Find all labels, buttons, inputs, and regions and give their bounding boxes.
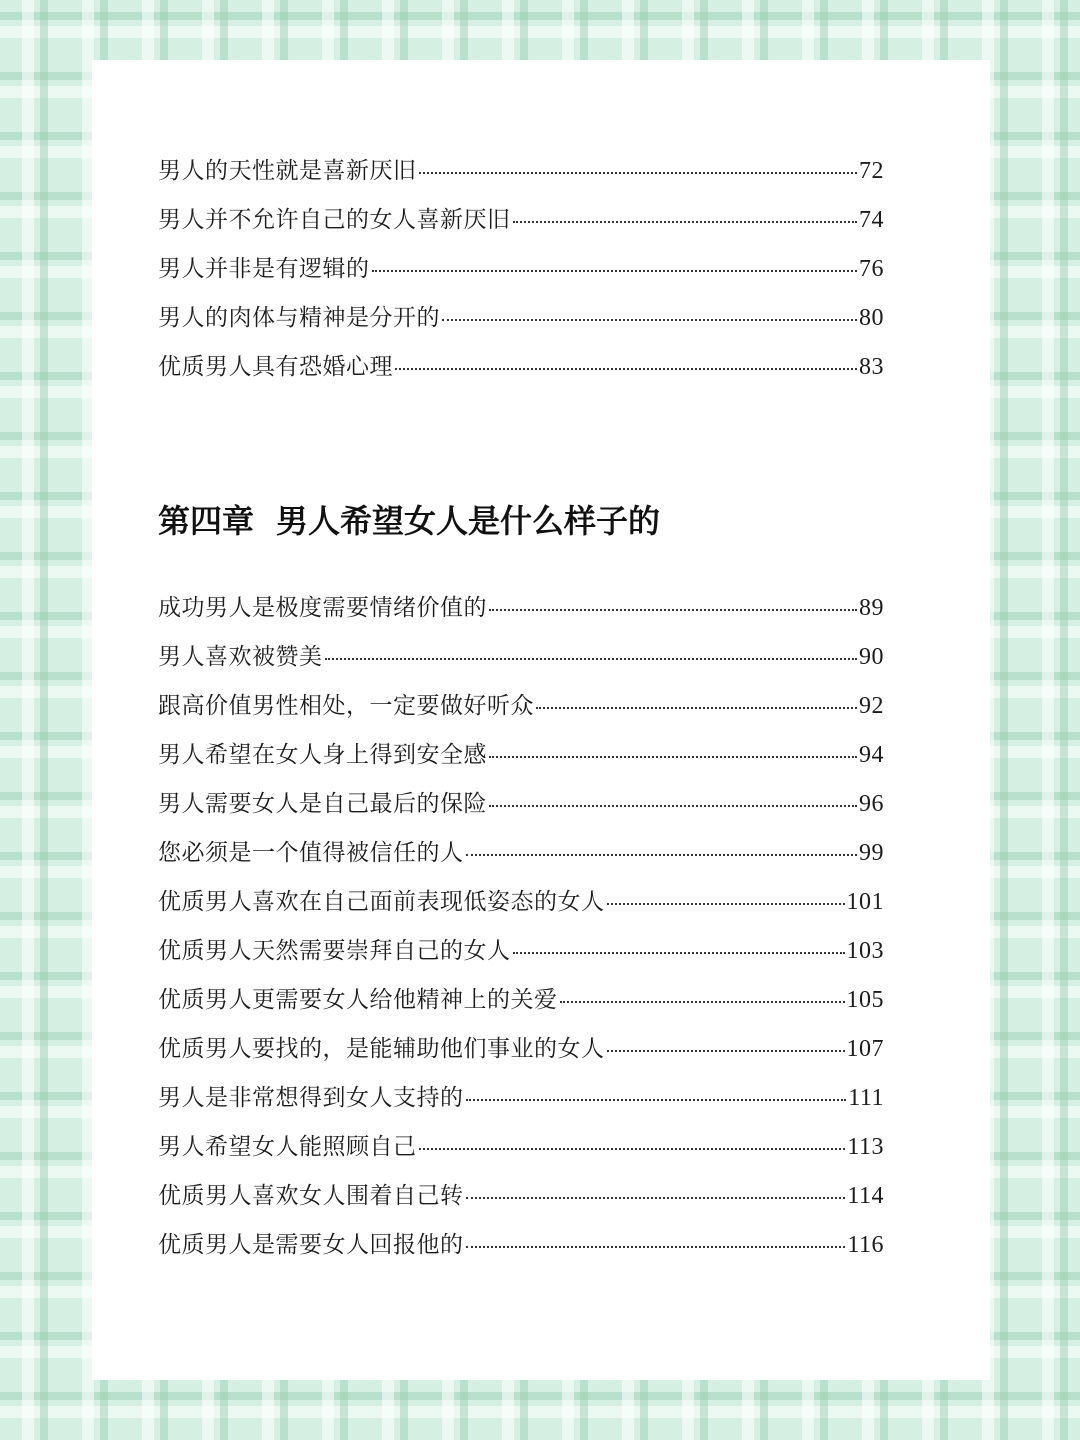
toc-entry-page: 80 bbox=[859, 305, 884, 331]
toc-entry-title: 优质男人喜欢在自己面前表现低姿态的女人 bbox=[158, 889, 605, 915]
toc-entry-page: 96 bbox=[859, 791, 884, 817]
toc-entry-title: 男人希望在女人身上得到安全感 bbox=[158, 742, 487, 768]
toc-entry bbox=[158, 589, 884, 638]
toc-entry-page: 99 bbox=[859, 840, 884, 866]
toc-entry-page: 72 bbox=[859, 158, 884, 184]
toc-entry-page: 76 bbox=[859, 256, 884, 282]
toc-entry-title: 男人的天性就是喜新厌旧 bbox=[158, 158, 417, 184]
toc-entry-title: 优质男人要找的，是能辅助他们事业的女人 bbox=[158, 1036, 605, 1062]
toc-entry bbox=[158, 736, 884, 785]
dot-leader bbox=[395, 368, 857, 370]
toc-entry-title: 优质男人具有恐婚心理 bbox=[158, 354, 393, 380]
toc-entry bbox=[158, 834, 884, 883]
toc-entry-page: 113 bbox=[847, 1134, 884, 1160]
toc-entry bbox=[158, 299, 884, 348]
toc-list-section-b bbox=[158, 589, 884, 1275]
dot-leader bbox=[560, 1001, 845, 1003]
toc-entry bbox=[158, 152, 884, 201]
dot-leader bbox=[607, 903, 845, 905]
toc-entry-title: 优质男人更需要女人给他精神上的关爱 bbox=[158, 987, 558, 1013]
toc-entry-page: 116 bbox=[847, 1232, 884, 1258]
toc-entry-page: 103 bbox=[846, 938, 884, 964]
toc-entry bbox=[158, 932, 884, 981]
toc-entry-page: 114 bbox=[847, 1183, 884, 1209]
dot-leader bbox=[372, 270, 858, 272]
dot-leader bbox=[536, 707, 857, 709]
toc-entry bbox=[158, 981, 884, 1030]
toc-entry-title: 优质男人喜欢女人围着自己转 bbox=[158, 1183, 464, 1209]
toc-entry-title: 男人喜欢被赞美 bbox=[158, 644, 323, 670]
toc-entry-page: 107 bbox=[846, 1036, 884, 1062]
toc-entry bbox=[158, 785, 884, 834]
toc-entry-title: 男人是非常想得到女人支持的 bbox=[158, 1085, 464, 1111]
dot-leader bbox=[607, 1050, 845, 1052]
dot-leader bbox=[466, 854, 858, 856]
toc-entry-title: 男人希望女人能照顾自己 bbox=[158, 1134, 417, 1160]
toc-entry bbox=[158, 1030, 884, 1079]
toc-entry bbox=[158, 201, 884, 250]
toc-entry-title: 优质男人是需要女人回报他的 bbox=[158, 1232, 464, 1258]
toc-entry bbox=[158, 1079, 884, 1128]
toc-entry-page: 101 bbox=[846, 889, 884, 915]
dot-leader bbox=[419, 1148, 846, 1150]
toc-entry-title: 跟高价值男性相处，一定要做好听众 bbox=[158, 693, 534, 719]
book-page bbox=[92, 60, 990, 1380]
toc-entry-page: 83 bbox=[859, 354, 884, 380]
toc-entry bbox=[158, 1177, 884, 1226]
toc-entry-page: 74 bbox=[859, 207, 884, 233]
toc-list-section-a bbox=[158, 152, 884, 397]
dot-leader bbox=[466, 1246, 846, 1248]
toc-entry bbox=[158, 883, 884, 932]
toc-entry-title: 您必须是一个值得被信任的人 bbox=[158, 840, 464, 866]
dot-leader bbox=[442, 319, 857, 321]
toc-entry-title: 男人需要女人是自己最后的保险 bbox=[158, 791, 487, 817]
dot-leader bbox=[489, 609, 857, 611]
dot-leader bbox=[489, 756, 857, 758]
dot-leader bbox=[466, 1197, 846, 1199]
toc-entry bbox=[158, 638, 884, 687]
chapter-title: 男人希望女人是什么样子的 bbox=[276, 502, 661, 540]
toc-entry bbox=[158, 348, 884, 397]
toc-entry-title: 优质男人天然需要崇拜自己的女人 bbox=[158, 938, 511, 964]
toc-entry-page: 105 bbox=[846, 987, 884, 1013]
dot-leader bbox=[513, 221, 858, 223]
dot-leader bbox=[489, 805, 857, 807]
toc-entry-title: 男人并不允许自己的女人喜新厌旧 bbox=[158, 207, 511, 233]
toc-entry-title: 成功男人是极度需要情绪价值的 bbox=[158, 595, 487, 621]
chapter-heading bbox=[158, 496, 660, 542]
toc-entry-page: 111 bbox=[848, 1085, 884, 1111]
dot-leader bbox=[466, 1099, 847, 1101]
dot-leader bbox=[513, 952, 845, 954]
toc-entry bbox=[158, 1226, 884, 1275]
toc-entry-page: 92 bbox=[859, 693, 884, 719]
toc-entry-page: 89 bbox=[859, 595, 884, 621]
toc-entry-title: 男人的肉体与精神是分开的 bbox=[158, 305, 440, 331]
toc-entry bbox=[158, 250, 884, 299]
toc-entry-title: 男人并非是有逻辑的 bbox=[158, 256, 370, 282]
toc-entry bbox=[158, 687, 884, 736]
chapter-number: 第四章 bbox=[158, 502, 255, 540]
toc-entry-page: 90 bbox=[859, 644, 884, 670]
dot-leader bbox=[419, 172, 858, 174]
toc-entry-page: 94 bbox=[859, 742, 884, 768]
dot-leader bbox=[325, 658, 858, 660]
toc-entry bbox=[158, 1128, 884, 1177]
